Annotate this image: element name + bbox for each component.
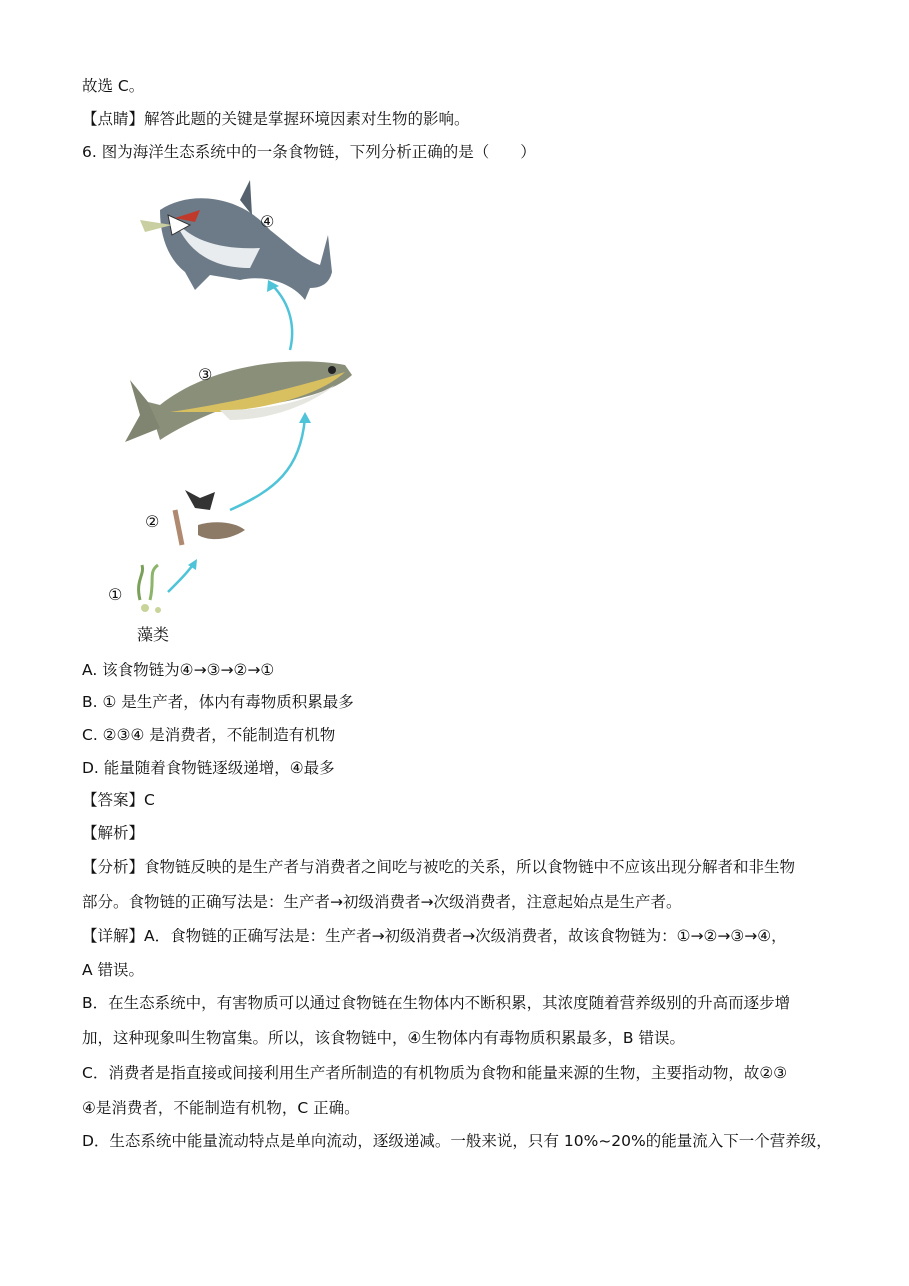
food-chain-illustration — [100, 180, 400, 650]
option-d: D. 能量随着食物链逐级递增，④最多 — [82, 759, 335, 777]
food-chain-figure — [100, 180, 400, 650]
option-b: B. ① 是生产者，体内有毒物质积累最多 — [82, 693, 354, 711]
detail-text: 【详解】A．食物链的正确写法是：生产者→初级消费者→次级消费者，故该食物链为：①→②→③→④， — [82, 927, 787, 945]
analysis-text: 【分析】食物链反映的是生产者与消费者之间吃与被吃的关系，所以食物链中不应该出现分解者和非生物 — [82, 858, 796, 876]
label-1: ① — [108, 585, 123, 604]
label-3: ③ — [198, 365, 213, 384]
label-2: ② — [145, 512, 160, 531]
detail-text: A 错误。 — [82, 961, 145, 979]
answer: 【答案】C — [82, 791, 155, 809]
tuna-icon — [125, 361, 352, 442]
detail-text: D．生态系统中能量流动特点是单向流动，逐级递减。一般来说，只有 10%~20%的能量流入下一个营养级， — [82, 1132, 832, 1150]
option-a: A. 该食物链为④→③→②→① — [82, 661, 275, 679]
text-line: 故选 C。 — [82, 77, 145, 95]
shark-icon — [140, 180, 332, 300]
algae-label: 藻类 — [137, 625, 170, 644]
question-6: 6. 图为海洋生态系统中的一条食物链，下列分析正确的是（ ） — [82, 143, 536, 161]
option-c: C. ②③④ 是消费者，不能制造有机物 — [82, 726, 336, 744]
arrow-2-3 — [230, 418, 305, 510]
text-line: 【点睛】解答此题的关键是掌握环境因素对生物的影响。 — [82, 110, 470, 128]
algae-icon — [139, 565, 161, 613]
detail-text: ④是消费者，不能制造有机物，C 正确。 — [82, 1099, 360, 1117]
arrow-3-4 — [272, 285, 292, 350]
zooplankton-icon — [175, 490, 245, 545]
detail-text: B．在生态系统中，有害物质可以通过食物链在生物体内不断积累，其浓度随着营养级别的升高而逐步增 — [82, 994, 791, 1012]
label-4: ④ — [260, 212, 275, 231]
analysis-text: 部分。食物链的正确写法是：生产者→初级消费者→次级消费者，注意起始点是生产者。 — [82, 893, 682, 911]
analysis-heading: 【解析】 — [82, 824, 145, 842]
detail-text: C．消费者是指直接或间接利用生产者所制造的有机物质为食物和能量来源的生物，主要指动物，故②③ — [82, 1064, 788, 1082]
detail-text: 加，这种现象叫生物富集。所以，该食物链中，④生物体内有毒物质积累最多，B 错误。 — [82, 1029, 685, 1047]
